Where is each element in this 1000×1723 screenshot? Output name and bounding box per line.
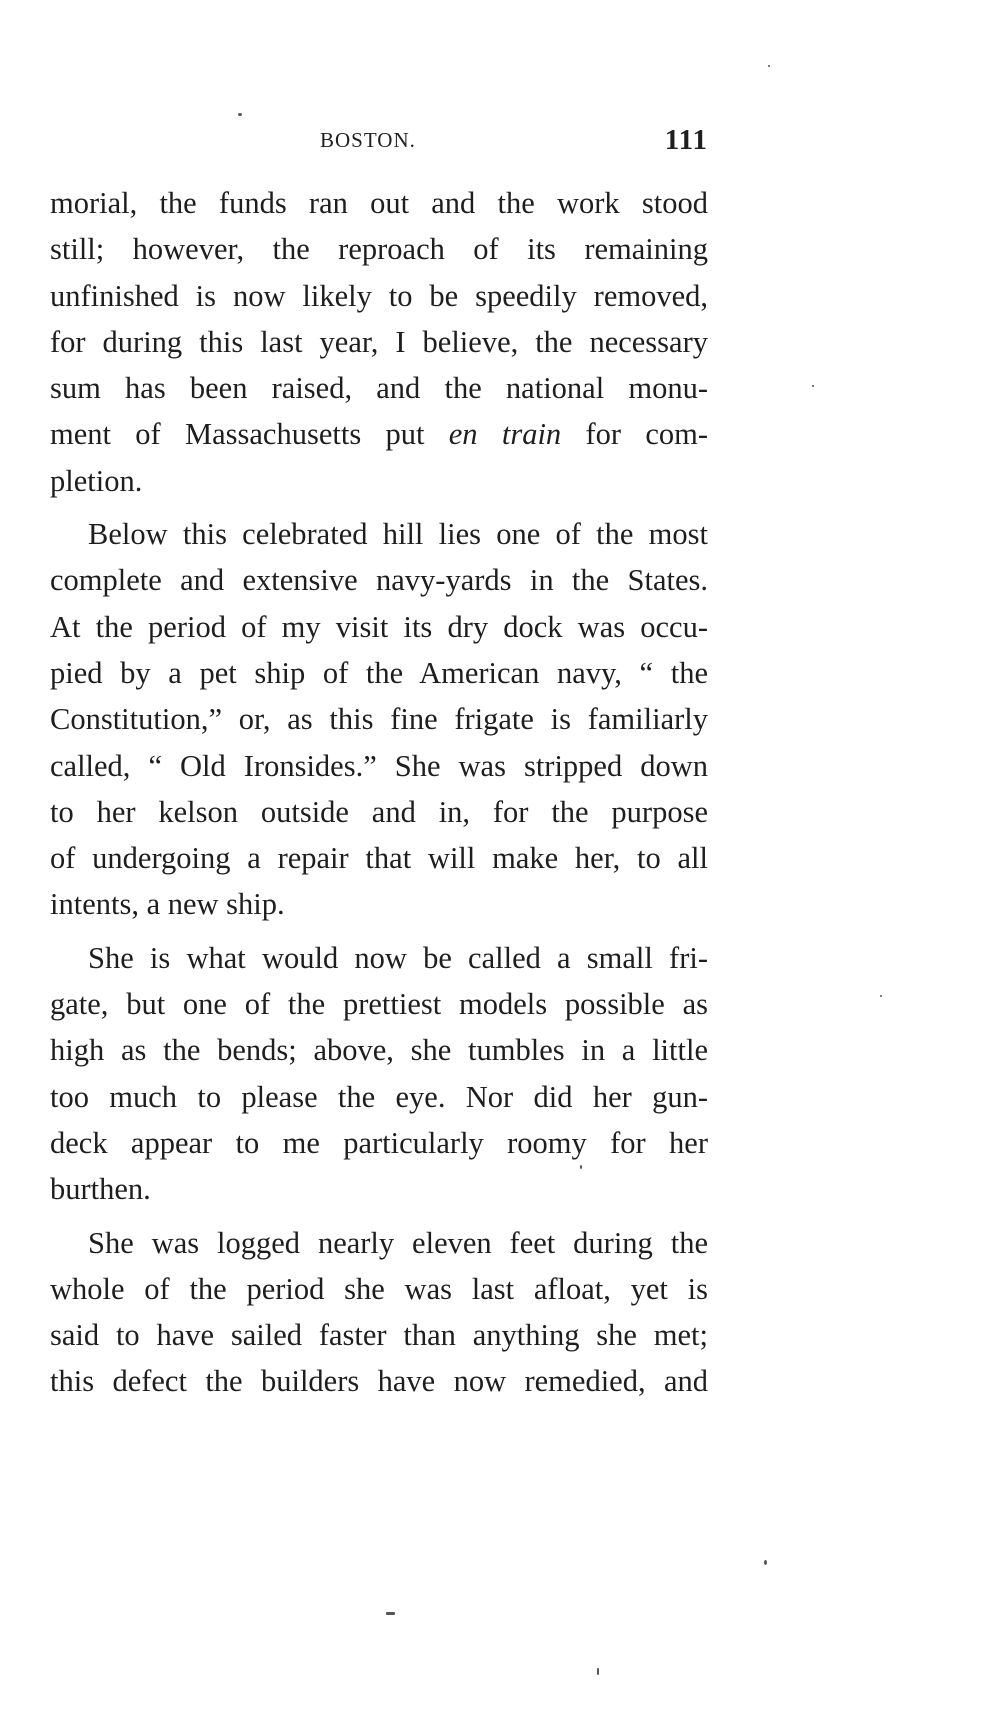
text-line: morial, the funds ran out and the work stood: [50, 186, 708, 220]
paragraph-3: [50, 935, 708, 1213]
italic-phrase: en train: [448, 417, 562, 452]
scan-speck: [238, 113, 242, 116]
scan-speck: [880, 995, 882, 997]
page-number: 111: [664, 124, 708, 156]
text-line: this defect the builders have now remedied, and: [50, 1364, 708, 1399]
text-line: pletion.: [50, 463, 143, 498]
paragraph-1: [50, 180, 708, 504]
text-line-with-italic: [50, 411, 708, 457]
scan-speck: [768, 65, 770, 67]
text-line: complete and extensive navy-yards in the States.: [50, 563, 708, 598]
page-header: [50, 124, 708, 168]
text-line: too much to please the eye. Nor did her gun-: [50, 1079, 708, 1114]
paragraph-4: [50, 1220, 708, 1405]
text-line: for during this last year, I believe, the necessary: [50, 324, 708, 359]
text-line: Constitution,” or, as this fine frigate is familiarly: [50, 702, 708, 737]
text-fragment: ment of Massachusetts put: [50, 417, 449, 452]
scan-speck: [580, 1165, 582, 1169]
text-line: to her kelson outside and in, for the purpose: [50, 794, 708, 829]
scan-speck: [597, 1668, 599, 1675]
text-line: said to have sailed faster than anything she met;: [50, 1318, 708, 1353]
text-line: still; however, the reproach of its remaining: [50, 232, 708, 267]
text-line: high as the bends; above, she tumbles in a little: [50, 1033, 708, 1068]
text-line: deck appear to me particularly roomy for her: [50, 1125, 708, 1160]
text-line: unfinished is now likely to be speedily removed,: [50, 278, 708, 313]
text-line: She was logged nearly eleven feet during the: [88, 1225, 708, 1260]
text-line: whole of the period she was last afloat, yet is: [50, 1271, 708, 1306]
text-line: burthen.: [50, 1172, 151, 1207]
scan-speck: [812, 385, 814, 387]
text-line: intents, a new ship.: [50, 887, 285, 922]
text-line: At the period of my visit its dry dock was occu-: [50, 609, 708, 644]
scan-speck: [386, 1612, 395, 1615]
paragraph-2: [50, 511, 708, 928]
text-line: Below this celebrated hill lies one of the most: [88, 517, 708, 552]
text-line: called, “ Old Ironsides.” She was stripped down: [50, 748, 708, 783]
text-line: of undergoing a repair that will make her, to all: [50, 841, 708, 876]
text-line: gate, but one of the prettiest models possible as: [50, 987, 708, 1022]
scan-speck: [764, 1560, 767, 1565]
body-text: [50, 180, 708, 1412]
text-line: She is what would now be called a small fri-: [88, 940, 708, 975]
running-head: BOSTON.: [320, 128, 416, 152]
text-fragment: for com-: [561, 417, 709, 452]
text-line: pied by a pet ship of the American navy, “ the: [50, 655, 708, 690]
text-line: sum has been raised, and the national monu-: [50, 371, 708, 406]
